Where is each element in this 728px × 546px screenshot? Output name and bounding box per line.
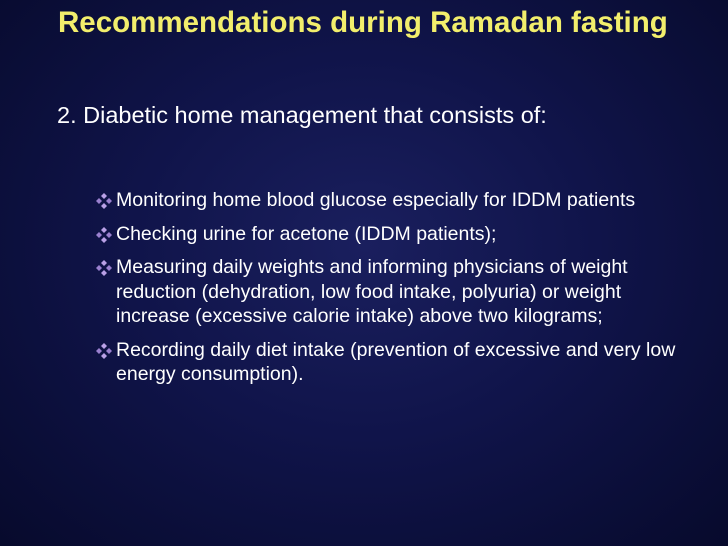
slide-subtitle: 2. Diabetic home management that consists of:	[57, 102, 547, 128]
bullet-item	[96, 222, 686, 247]
bullet-text: Checking urine for acetone (IDDM patients);	[116, 222, 497, 245]
bullet-item	[96, 255, 686, 329]
bullet-item	[96, 338, 686, 387]
bullet-text: Measuring daily weights and informing physicians of weight reduction (dehydration, low food intake, polyuria) or weight increase (excessive calorie intake) above two kilograms;	[116, 256, 628, 327]
bullet-text: Recording daily diet intake (prevention of excessive and very low energy consumption).	[116, 338, 676, 385]
four-diamond-bullet-icon	[96, 193, 112, 209]
slide-title: Recommendations during Ramadan fasting	[58, 6, 668, 39]
four-diamond-bullet-icon	[96, 343, 112, 359]
four-diamond-bullet-icon	[96, 227, 112, 243]
bullet-text: Monitoring home blood glucose especially for IDDM patients	[116, 189, 636, 211]
four-diamond-bullet-icon	[96, 260, 112, 276]
bullet-item	[96, 188, 686, 213]
bullet-list	[96, 188, 686, 396]
